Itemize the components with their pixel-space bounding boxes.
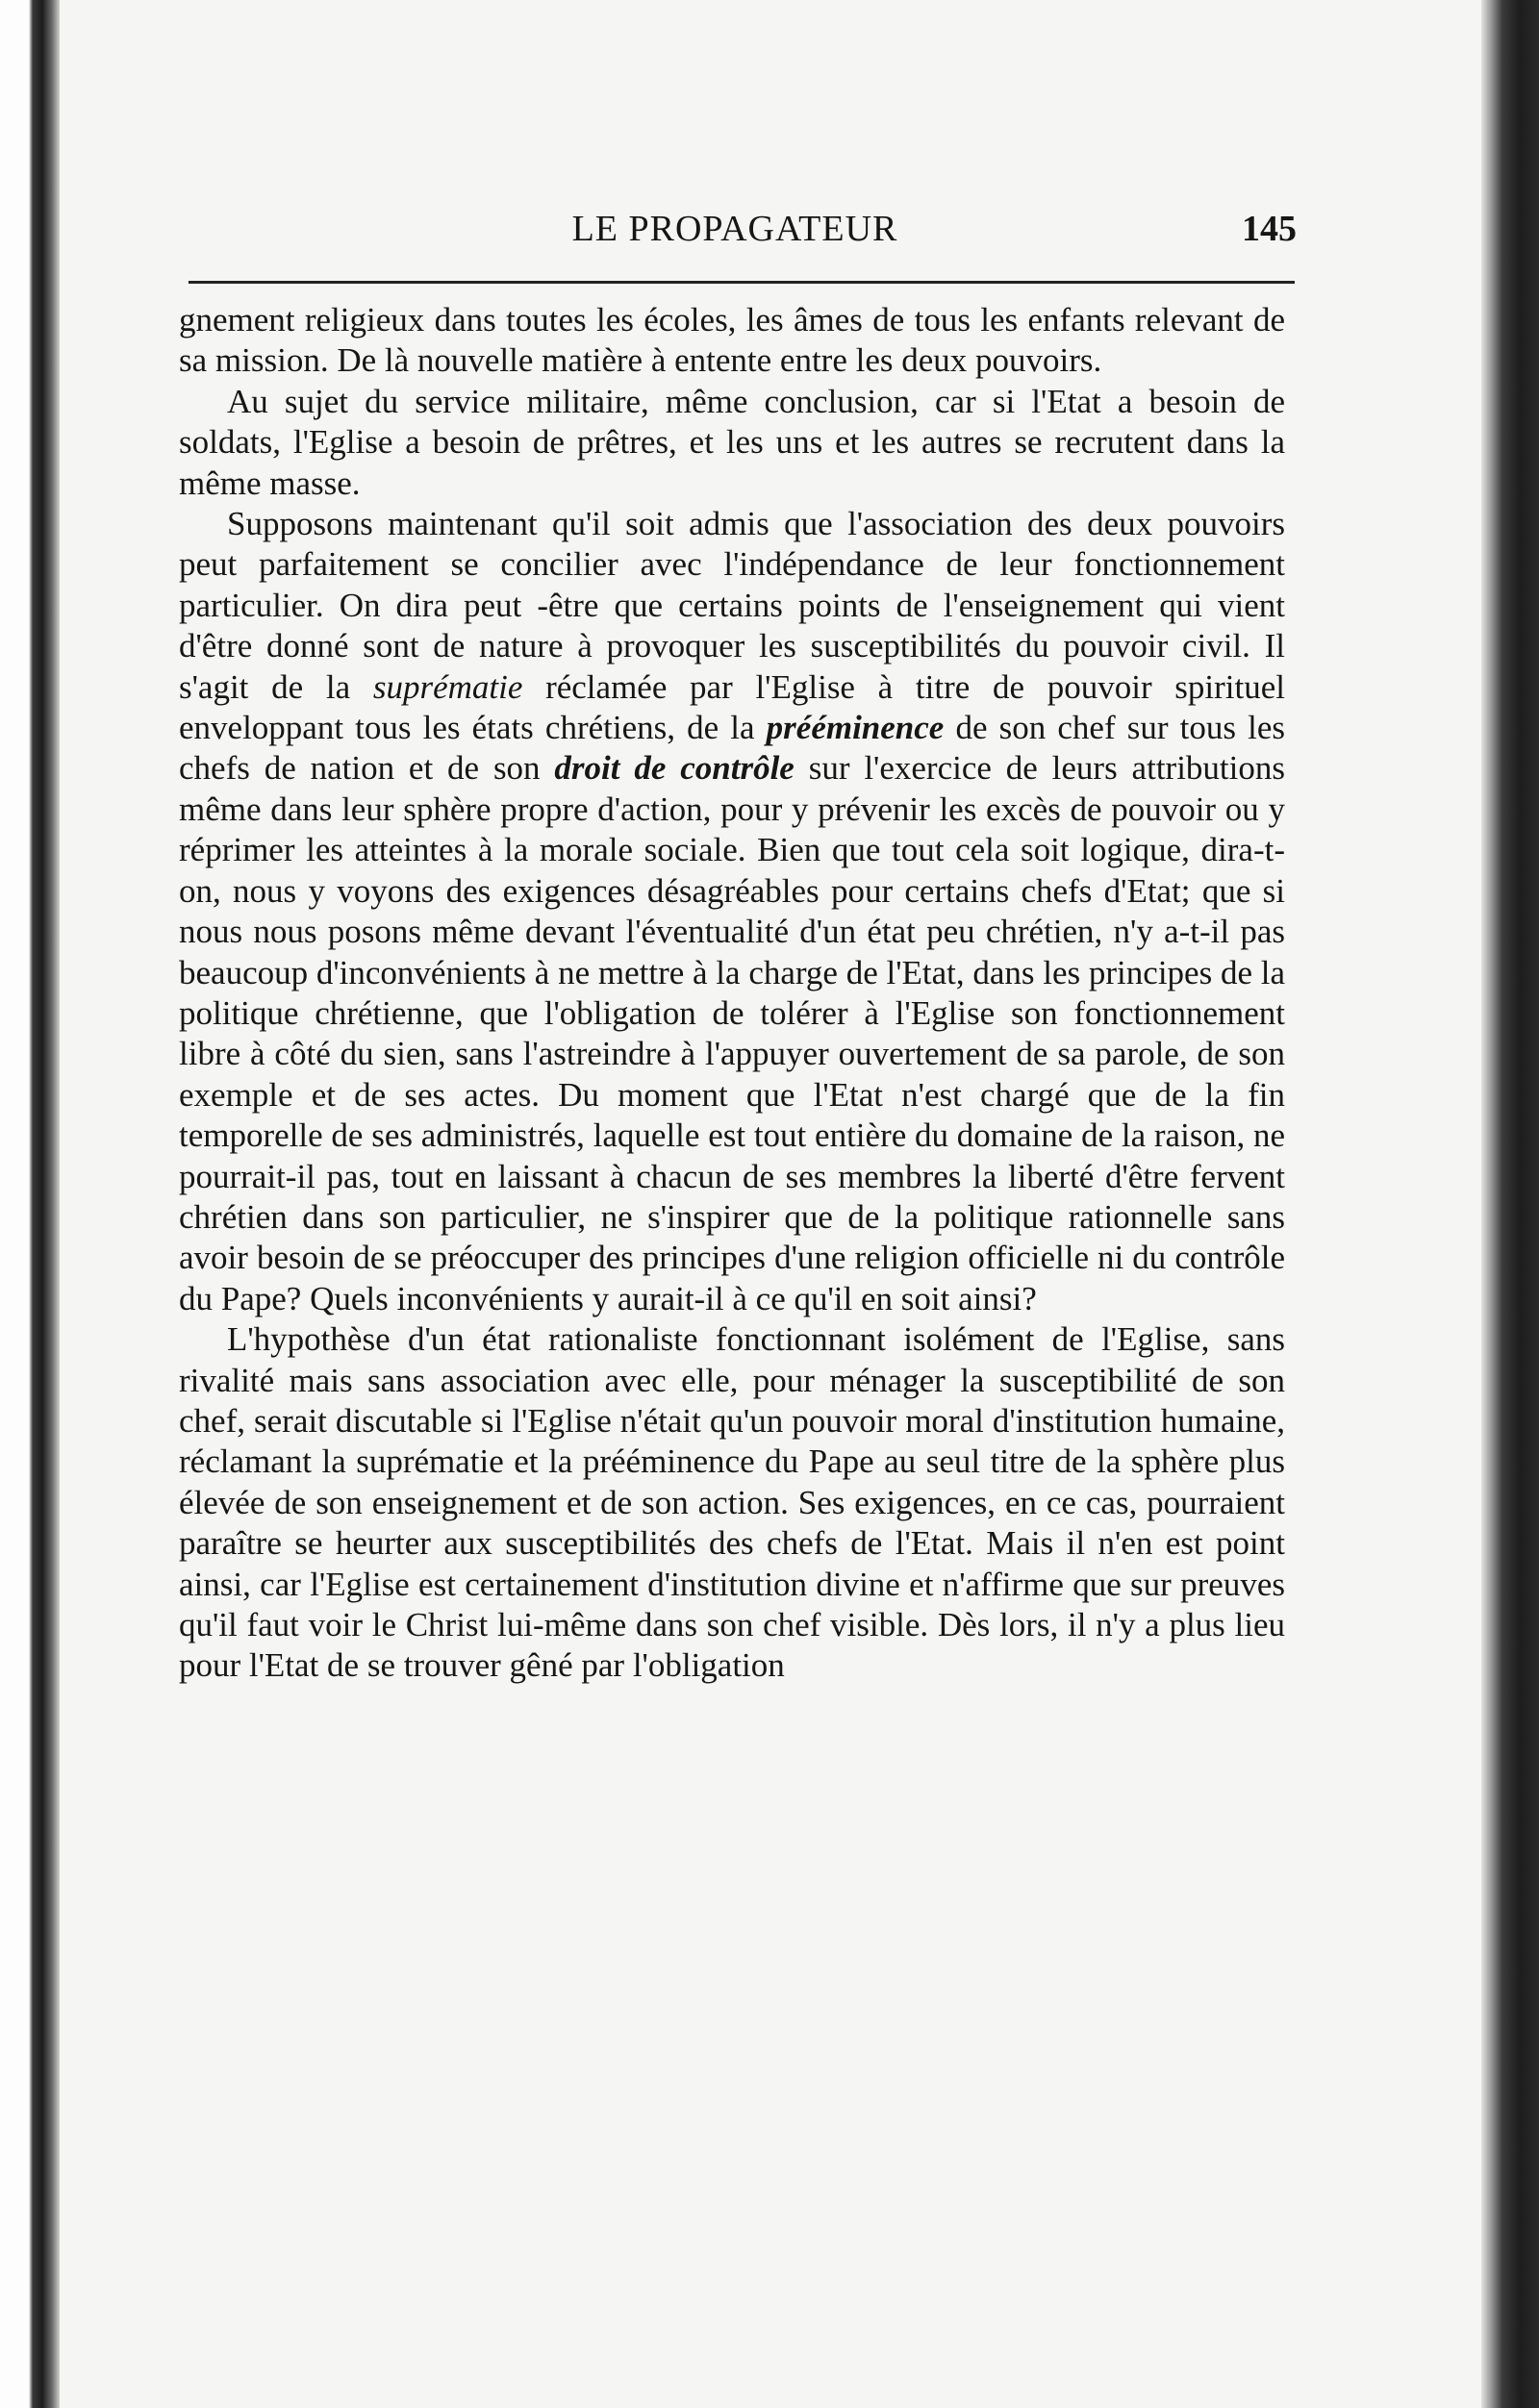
paragraph-3 xyxy=(179,504,1285,1319)
paragraph-2: Au sujet du service militaire, même conclusion, car si l'Etat a besoin de soldats, l'Eglise a besoin de prêtres, et les uns et les autres se recrutent dans la même masse. xyxy=(179,382,1285,502)
paragraph-4: L'hypothèse d'un état rationaliste fonctionnant isolément de l'Eglise, sans rivalité mais sans association avec elle, pour ménager la susceptibilité de son chef, serait discutable si l'Eglise n'était qu'un pouvoir moral d'institution humaine, réclamant la suprématie et la prééminence du Pape au seul titre de la sphère plus élevée de son enseignement et de son action. Ses exigences, en ce cas, pourraient paraître se heurter aux susceptibilités des chefs de l'Etat. Mais il n'en est point ainsi, car l'Eglise est certainement d'institution divine et n'affirme que sur preuves qu'il faut voir le Christ lui-même dans son chef visible. Dès lors, il n'y a plus lieu pour l'Etat de se trouver gêné par l'obligation xyxy=(179,1320,1285,1685)
page-number: 145 xyxy=(1242,209,1297,249)
paragraph-3-text-d: sur l'exercice de leurs attributions même dans leur sphère propre d'action, pour y prévenir les excès de pouvoir ou y réprimer les atteintes à la morale sociale. Bien que tout cela soit logique, dira-t- on, nous y voyons des exigences désagréables pour certains chefs d'Etat; que si nous nous posons même devant l'éventualité d'un état peu chrétien, n'y a-t-il pas beaucoup d'inconvénients à ne mettre à la charge de l'Etat, dans les principes de la politique chrétienne, que l'obligation de tolérer à l'Eglise son fonctionnement libre à côté du sien, sans l'astreindre à l'appuyer ouvertement de sa parole, de son exemple et de ses actes. Du moment que l'Etat n'est chargé que de la fin temporelle de ses administrés, laquelle est tout entière du domaine de la raison, ne pourrait-il pas, tout en laissant à chacun de ses membres la liberté d'être fervent chrétien dans son particulier, ne s'inspirer que de la politique rationnelle sans avoir besoin de se préoccuper des principes d'une religion officielle ni du contrôle du Pape? Quels inconvénients y aurait-il à ce qu'il en soit ainsi? xyxy=(179,749,1285,1317)
page-edge-shadow xyxy=(1481,0,1539,2408)
header-rule xyxy=(189,281,1295,284)
emphasis-droit-de-controle: droit de contrôle xyxy=(554,749,795,788)
emphasis-suprematie: suprématie xyxy=(372,667,523,706)
paragraph-3-text-a: Supposons maintenant qu'il soit admis que l'association des deux pouvoirs peut parfaitement se concilier avec l'indépendance de leur fonctionnement particulier. On dira peut -être que certains points de l'enseignement qui vient d'être donné sont de nature à provoquer les susceptibilités du pouvoir civil. Il s'agit de la xyxy=(179,505,1285,706)
paragraph-3-text-c: de son chef sur tous les chefs de nation et de son xyxy=(179,709,1285,788)
running-header xyxy=(173,202,1297,260)
body-text xyxy=(179,300,1285,1687)
paragraph-1: gnement religieux dans toutes les écoles, les âmes de tous les enfants relevant de sa mission. De là nouvelle matière à entente entre les deux pouvoirs. xyxy=(179,301,1285,380)
book-gutter-shadow xyxy=(0,0,60,2408)
journal-title: LE PROPAGATEUR xyxy=(571,209,898,249)
paragraph-3-text-b: réclamée par l'Eglise à titre de pouvoir spirituel enveloppant tous les états chrétiens, de la xyxy=(179,667,1286,747)
emphasis-preeminence: prééminence xyxy=(766,709,945,747)
